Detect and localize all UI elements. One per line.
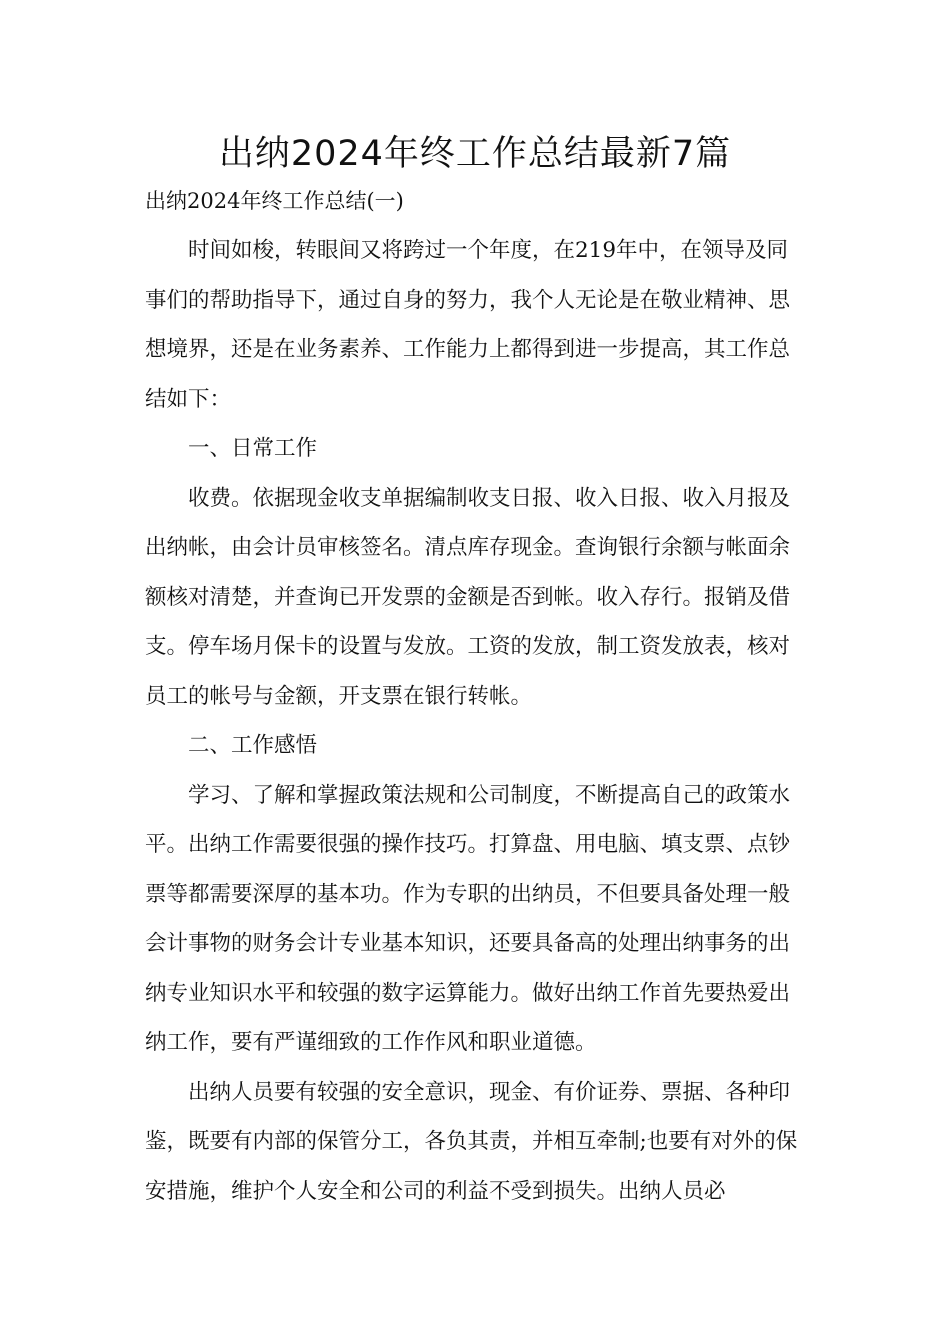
paragraph-intro: 时间如梭，转眼间又将跨过一个年度，在219年中，在领导及同事们的帮助指导下，通过自身的努力，我个人无论是在敬业精神、思想境界，还是在业务素养、工作能力上都得到进一步提高，其工作总结如下： <box>145 238 791 412</box>
document-title: 出纳2024年终工作总结最新7篇 <box>218 134 732 174</box>
document-subtitle: 出纳2024年终工作总结(一) <box>145 189 404 213</box>
paragraph-security: 出纳人员要有较强的安全意识，现金、有价证券、票据、各种印鉴，既要有内部的保管分工，各负其责，并相互牵制;也要有对外的保安措施，维护个人安全和公司的利益不受到损失。出纳人员必 <box>145 1079 798 1204</box>
section-heading-daily-work: 一、日常工作 <box>188 436 318 461</box>
document-body <box>145 226 809 1216</box>
section-heading-work-insights: 二、工作感悟 <box>188 733 318 758</box>
paragraph-work-insights: 学习、了解和掌握政策法规和公司制度，不断提高自己的政策水平。出纳工作需要很强的操作技巧。打算盘、用电脑、填支票、点钞票等都需要深厚的基本功。作为专职的出纳员，不但要具备处理一般会计事物的财务会计专业基本知识，还要具备高的处理出纳事务的出纳专业知识水平和较强的数字运算能力。做好出纳工作首先要热爱出纳工作，要有严谨细致的工作作风和职业道德。 <box>145 782 791 1055</box>
paragraph-daily-work: 收费。依据现金收支单据编制收支日报、收入日报、收入月报及出纳帐，由会计员审核签名。清点库存现金。查询银行余额与帐面余额核对清楚，并查询已开发票的金额是否到帐。收入存行。报销及借支。停车场月保卡的设置与发放。工资的发放，制工资发放表，核对员工的帐号与金额，开支票在银行转帐。 <box>145 485 791 709</box>
